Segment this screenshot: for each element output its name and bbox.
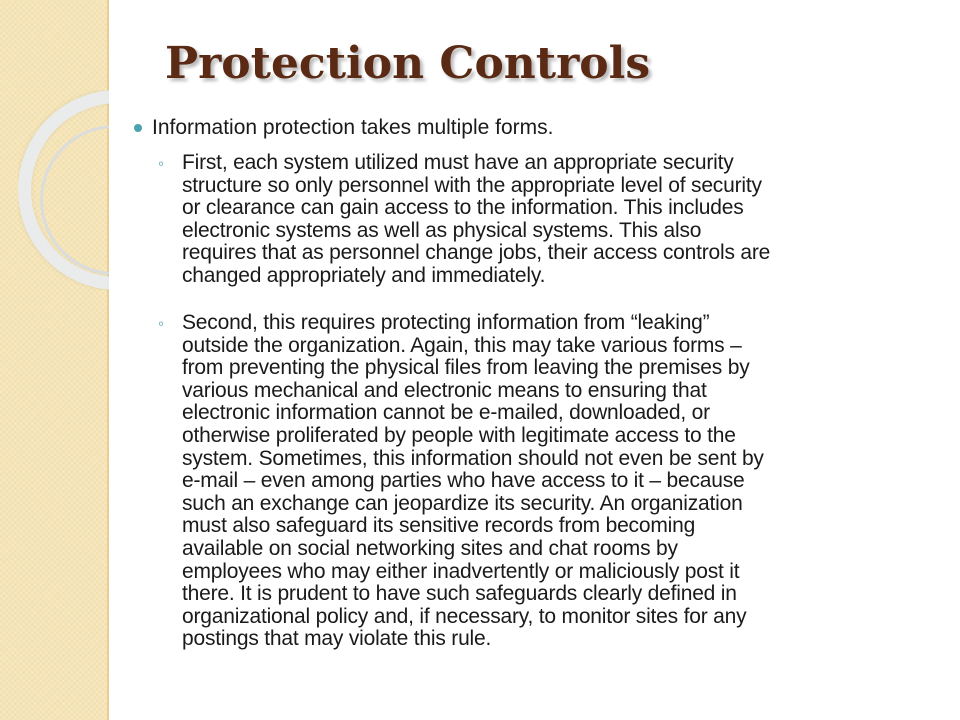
bullet-dot-icon <box>134 124 142 132</box>
text-line: must also safeguard its sensitive records from becoming <box>182 514 696 538</box>
text-line: electronic systems as well as physical systems. This also <box>182 218 702 242</box>
text-line: Second, this requires protecting information from “leaking” <box>182 311 710 334</box>
text-line: otherwise proliferated by people with legitimate access to the <box>182 423 736 447</box>
text-line: system. Sometimes, this information should not even be sent by <box>182 446 764 470</box>
text-line: organizational policy and, if necessary, to monitor sites for any <box>182 604 747 628</box>
slide-title: Protection Controls <box>165 38 651 89</box>
text-line: First, each system utilized must have an appropriate security <box>182 151 734 174</box>
text-line: requires that as personnel change jobs, their access controls are <box>182 241 771 265</box>
text-line: or clearance can gain access to the information. This includes <box>182 196 744 220</box>
text-line: available on social networking sites and chat rooms by <box>182 536 678 560</box>
sub-bullet-ring-icon: ◦ <box>158 314 165 333</box>
text-line: employees who may either inadvertently or maliciously post it <box>182 559 740 583</box>
text-line: changed appropriately and immediately. <box>182 263 546 287</box>
text-line: postings that may violate this rule. <box>182 627 492 651</box>
decorative-ring-small <box>40 125 190 275</box>
text-line: there. It is prudent to have such safeguards clearly defined in <box>182 582 737 606</box>
text-line: e-mail – even among parties who have access to it – because <box>182 469 745 493</box>
text-line: various mechanical and electronic means to ensuring that <box>182 378 707 402</box>
bullet-text: Information protection takes multiple forms. <box>152 116 554 139</box>
text-line: electronic information cannot be e-mailed, downloaded, or <box>182 401 710 425</box>
sub-bullet-ring-icon: ◦ <box>158 154 165 173</box>
sub-bullet-text <box>182 152 948 288</box>
text-line: outside the organization. Again, this may take various forms – <box>182 333 742 357</box>
text-line: from preventing the physical files from leaving the premises by <box>182 356 750 380</box>
text-line: structure so only personnel with the appropriate level of security <box>182 173 762 197</box>
text-line: such an exchange can jeopardize its security. An organization <box>182 491 743 515</box>
sub-bullet-text <box>182 312 948 651</box>
